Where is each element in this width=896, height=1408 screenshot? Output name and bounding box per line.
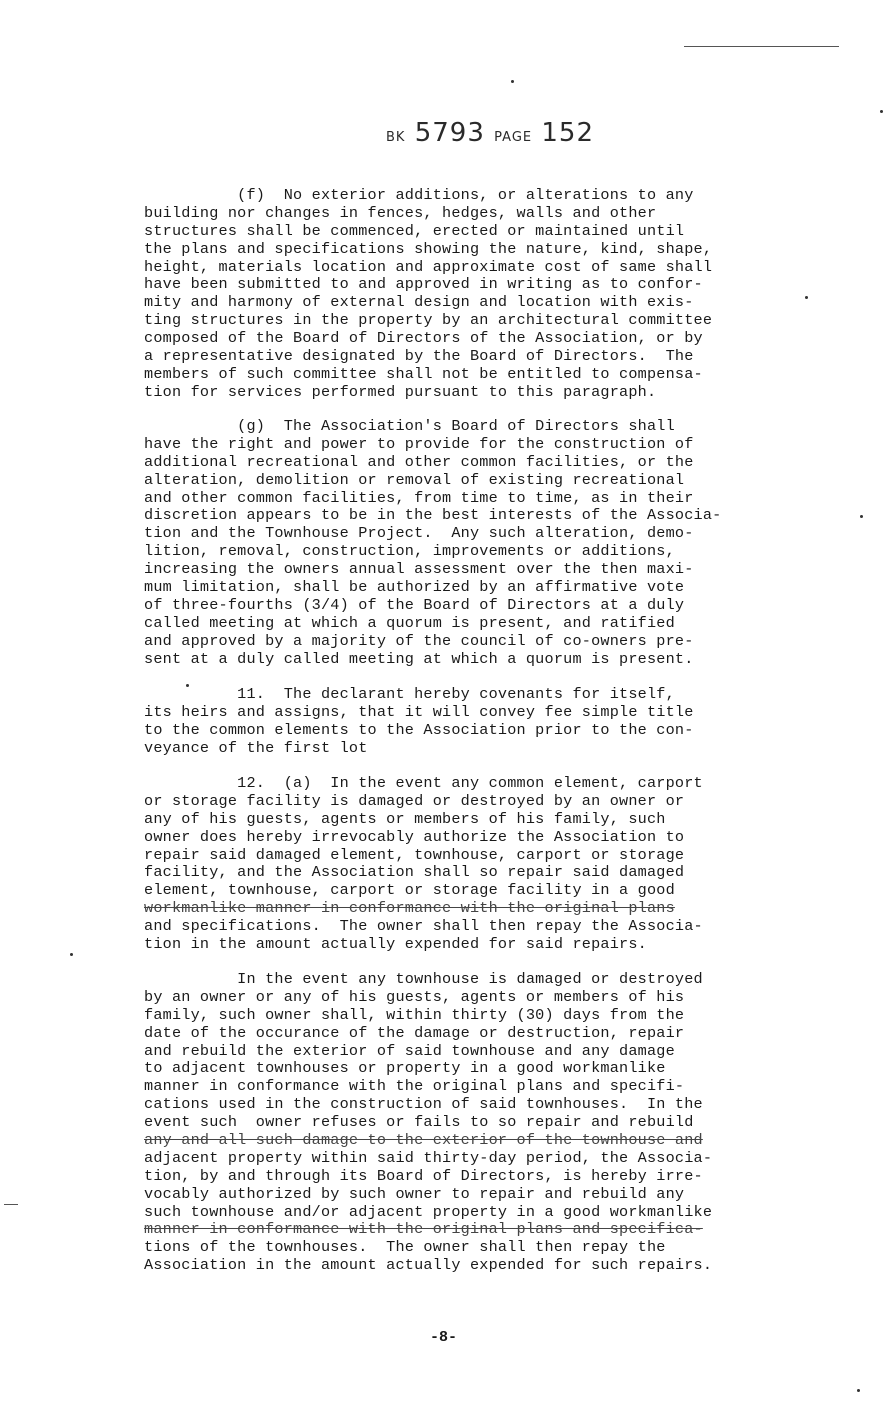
- text-line: called meeting at which a quorum is present, and ratified: [144, 613, 675, 632]
- text-line: of three-fourths (3/4) of the Board of Directors at a duly: [144, 595, 685, 614]
- text-line: have the right and power to provide for the construction of: [144, 434, 694, 453]
- text-line: additional recreational and other common facilities, or the: [144, 452, 694, 471]
- stamp-page-number: 152: [541, 118, 595, 148]
- text-line: 11. The declarant hereby covenants for itself,: [144, 685, 675, 703]
- text-line: date of the occurance of the damage or destruction, repair: [144, 1023, 685, 1042]
- text-line: vocably authorized by such owner to repair and rebuild any: [144, 1184, 685, 1203]
- text-line: building nor changes in fences, hedges, walls and other: [144, 203, 657, 222]
- text-line: increasing the owners annual assessment over the then maxi-: [144, 560, 694, 579]
- text-line: and approved by a majority of the council of co-owners pre-: [144, 631, 694, 650]
- text-line: family, such owner shall, within thirty (30) days from the: [144, 1005, 685, 1024]
- text-line: or storage facility is damaged or destroyed by an owner or: [144, 791, 685, 810]
- page-number: -8-: [430, 1329, 458, 1346]
- text-line: mity and harmony of external design and location with exis-: [144, 293, 694, 312]
- text-line: tion for services performed pursuant to this paragraph.: [144, 382, 657, 401]
- text-line: mum limitation, shall be authorized by an affirmative vote: [144, 578, 685, 597]
- text-line: lition, removal, construction, improvements or additions,: [144, 542, 675, 561]
- text-line: tions of the townhouses. The owner shall then repay the: [144, 1238, 666, 1257]
- scan-speck: [70, 953, 73, 956]
- text-line: tion in the amount actually expended for said repairs.: [144, 935, 647, 954]
- paragraph-12-continued: [144, 971, 804, 1275]
- text-line: Association in the amount actually expended for such repairs.: [144, 1256, 713, 1275]
- text-line: have been submitted to and approved in writing as to confor-: [144, 275, 703, 294]
- book-page-stamp: [386, 118, 595, 158]
- text-line: to adjacent townhouses or property in a good workmanlike: [144, 1059, 666, 1078]
- text-line: tion, by and through its Board of Directors, is hereby irre-: [144, 1166, 703, 1185]
- text-line: ting structures in the property by an architectural committee: [144, 311, 713, 330]
- text-line: veyance of the first lot: [144, 738, 368, 757]
- text-line: and specifications. The owner shall then repay the Associa-: [144, 917, 703, 936]
- text-line: any of his guests, agents or members of his family, such: [144, 809, 666, 828]
- struck-text-line: any and all such damage to the exterior of the townhouse and: [144, 1131, 703, 1150]
- text-line: composed of the Board of Directors of the Association, or by: [144, 329, 703, 348]
- text-line: cations used in the construction of said townhouses. In the: [144, 1095, 703, 1114]
- scan-speck: [880, 110, 883, 113]
- text-line: element, townhouse, carport or storage facility in a good: [144, 881, 675, 900]
- scan-artifact-line: [684, 46, 839, 47]
- stamp-page-label: PAGE: [494, 130, 533, 145]
- text-line: sent at a duly called meeting at which a quorum is present.: [144, 649, 694, 668]
- text-line: alteration, demolition or removal of existing recreational: [144, 470, 685, 489]
- text-line: repair said damaged element, townhouse, carport or storage: [144, 845, 685, 864]
- stamp-prefix: BK: [386, 130, 406, 145]
- text-line: tion and the Townhouse Project. Any such alteration, demo-: [144, 524, 694, 543]
- scan-speck: [805, 296, 808, 299]
- scan-artifact-line: [4, 1204, 18, 1205]
- paragraph-g: [144, 418, 804, 668]
- text-line: adjacent property within said thirty-day period, the Associa-: [144, 1148, 713, 1167]
- text-line: event such owner refuses or fails to so repair and rebuild: [144, 1113, 694, 1132]
- text-line: such townhouse and/or adjacent property in a good workmanlike: [144, 1202, 713, 1221]
- text-line: (g) The Association's Board of Directors shall: [144, 417, 675, 435]
- text-line: manner in conformance with the original plans and specifi-: [144, 1077, 685, 1096]
- text-line: 12. (a) In the event any common element, carport: [144, 774, 703, 792]
- text-line: height, materials location and approximate cost of same shall: [144, 257, 713, 276]
- text-line: and rebuild the exterior of said townhouse and any damage: [144, 1041, 675, 1060]
- text-line: structures shall be commenced, erected or maintained until: [144, 221, 685, 240]
- text-line: and other common facilities, from time to time, as in their: [144, 488, 694, 507]
- text-line: a representative designated by the Board of Directors. The: [144, 347, 694, 366]
- struck-text-line: workmanlike manner in conformance with the original plans: [144, 899, 675, 918]
- stamp-book-number: 5793: [414, 118, 485, 148]
- text-line: owner does hereby irrevocably authorize the Association to: [144, 827, 685, 846]
- text-line: its heirs and assigns, that it will convey fee simple title: [144, 702, 694, 721]
- scan-speck: [857, 1389, 860, 1392]
- text-line: discretion appears to be in the best interests of the Associa-: [144, 506, 722, 525]
- text-line: members of such committee shall not be entitled to compensa-: [144, 364, 703, 383]
- text-line: In the event any townhouse is damaged or destroyed: [144, 970, 703, 988]
- scan-speck: [511, 80, 514, 83]
- text-line: (f) No exterior additions, or alterations to any: [144, 186, 694, 204]
- text-line: facility, and the Association shall so repair said damaged: [144, 863, 685, 882]
- paragraph-f: [144, 187, 804, 402]
- text-line: by an owner or any of his guests, agents or members of his: [144, 987, 685, 1006]
- paragraph-12a: [144, 775, 804, 954]
- text-line: to the common elements to the Association prior to the con-: [144, 720, 694, 739]
- scan-speck: [860, 515, 863, 518]
- paragraph-11: [144, 686, 804, 758]
- text-line: the plans and specifications showing the nature, kind, shape,: [144, 239, 713, 258]
- struck-text-line: manner in conformance with the original plans and specifica-: [144, 1220, 703, 1239]
